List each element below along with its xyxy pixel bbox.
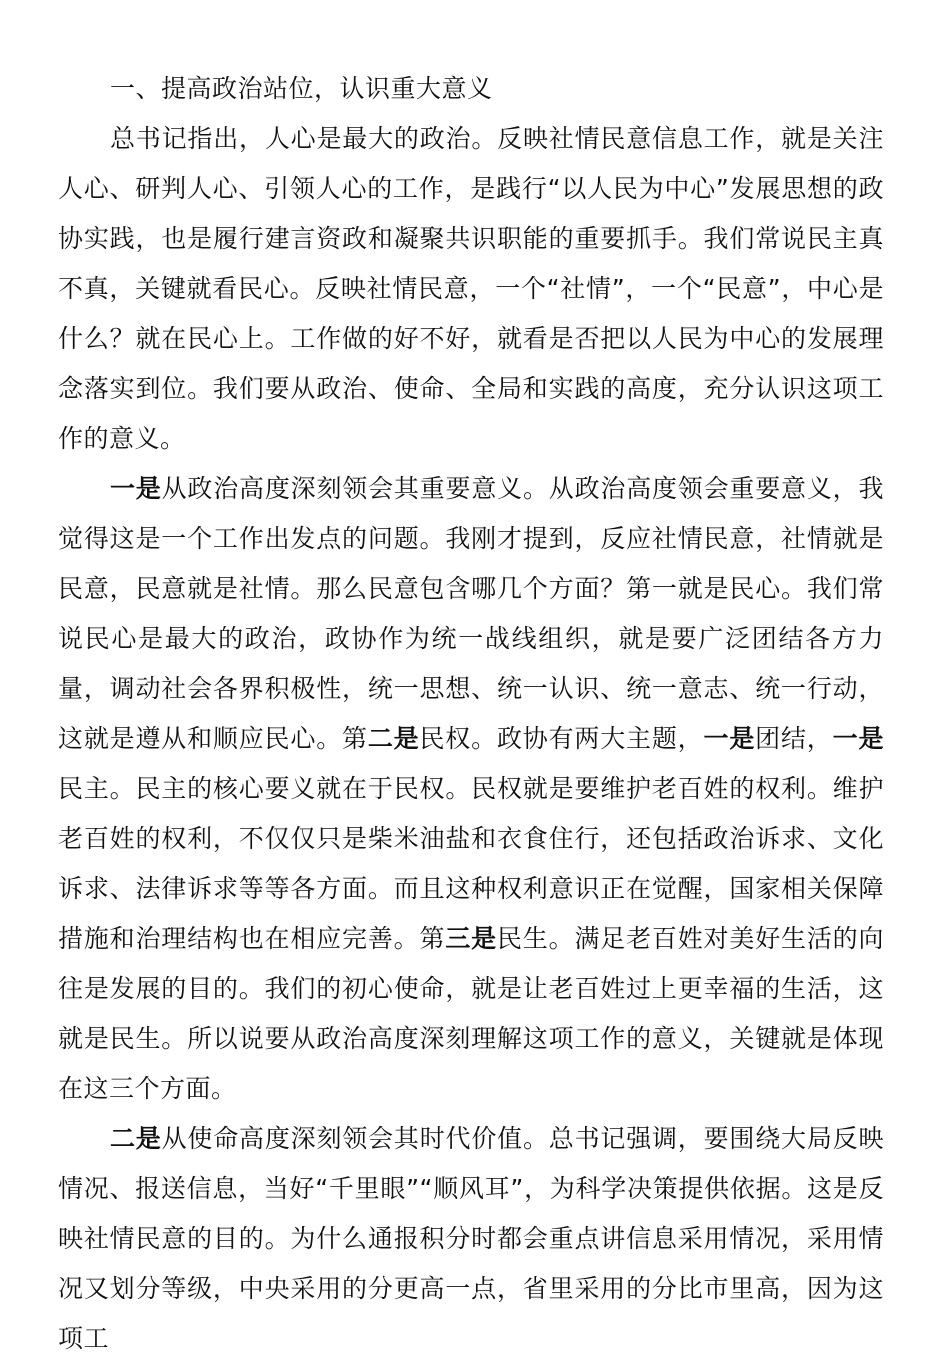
point-third-label: 三是 <box>445 924 497 953</box>
paragraph-text: 民权。政协有两大主题， <box>419 724 704 753</box>
paragraph-mission-height <box>58 1114 884 1364</box>
theme-one-label: 一是 <box>703 724 756 753</box>
paragraph-political-height <box>58 464 884 1114</box>
paragraph-text: 团结， <box>755 724 833 753</box>
document-page <box>58 64 884 1364</box>
paragraph-text: 从政治高度深刻领会其重要意义。从政治高度领会重要意义，我觉得这是一个工作出发点的问题。我刚才提到，反应社情民意，社情就是民意，民意就是社情。那么民意包含哪几个方面？第一就是民心。我们常说民心是最大的政治，政协作为统一战线组织，就是要广泛团结各方力量，调动社会各界积极性，统一思想、统一认识、统一意志、统一行动，这就是遵从和顺应民心。第 <box>58 474 884 753</box>
section-heading: 一、提高政治站位，认识重大意义 <box>110 74 493 103</box>
point-one-label: 一是 <box>110 474 162 503</box>
theme-two-label: 一是 <box>832 724 884 753</box>
paragraph-text: 从使命高度深刻领会其时代价值。总书记强调，要围绕大局反映情况、报送信息，当好“千里眼”“顺风耳”，为科学决策提供依据。这是反映社情民意的目的。为什么通报积分时都会重点讲信息采用情况，采用情况又划分等级，中央采用的分更高一点，省里采用的分比市里高，因为这项工 <box>58 1124 884 1353</box>
point-two-label: 二是 <box>110 1124 162 1153</box>
paragraph-text: 民生。满足老百姓对美好生活的向往是发展的目的。我们的初心使命，就是让老百姓过上更幸福的生活，这就是民生。所以说要从政治高度深刻理解这项工作的意义，关键就是体现在这三个方面。 <box>58 924 884 1103</box>
paragraph-text: 民主。民主的核心要义就在于民权。民权就是要维护老百姓的权利。维护老百姓的权利，不仅仅只是柴米油盐和衣食住行，还包括政治诉求、文化诉求、法律诉求等等各方面。而且这种权利意识正在觉醒，国家相关保障措施和治理结构也在相应完善。第 <box>58 774 884 953</box>
paragraph-intro: 总书记指出，人心是最大的政治。反映社情民意信息工作，就是关注人心、研判人心、引领人心的工作，是践行“以人民为中心”发展思想的政协实践，也是履行建言资政和凝聚共识职能的重要抓手。我们常说民主真不真，关键就看民心。反映社情民意，一个“社情”，一个“民意”，中心是什么？就在民心上。工作做的好不好，就看是否把以人民为中心的发展理念落实到位。我们要从政治、使命、全局和实践的高度，充分认识这项工作的意义。 <box>58 124 884 453</box>
point-second-label: 二是 <box>367 724 420 753</box>
